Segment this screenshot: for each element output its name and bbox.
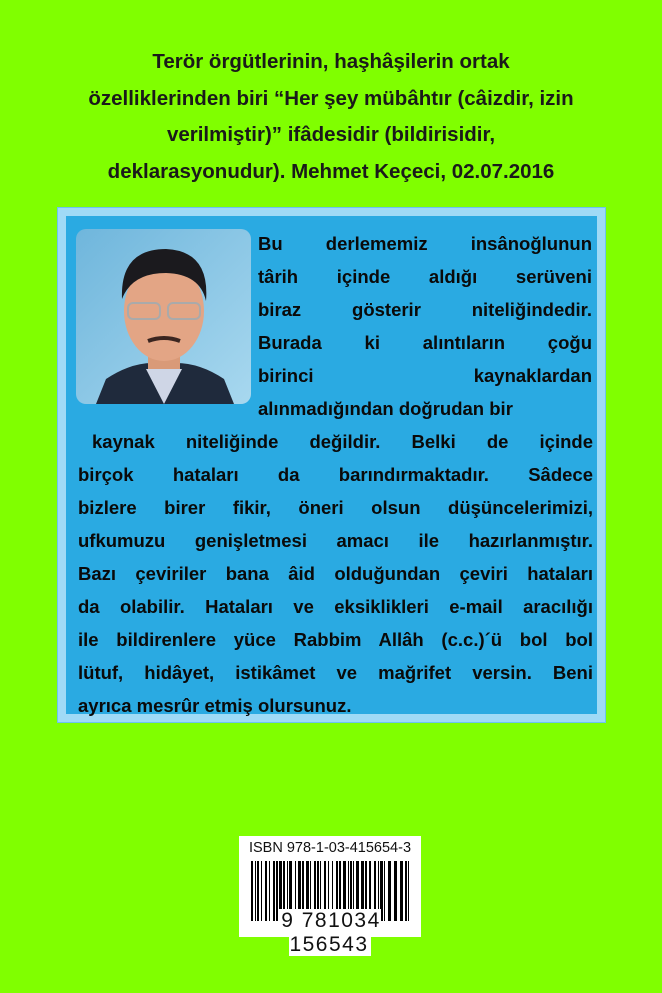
description-box (57, 207, 606, 723)
cover-quote (40, 44, 622, 190)
quote-line: özelliklerinden biri “Her şey mübâhtır (câizdir, izin (88, 86, 574, 110)
body-line: lütuf, hidâyet, istikâmet ve mağrifet versin. Beni (78, 662, 593, 683)
body-line: da olabilir. Hataları ve eksiklikleri e-mail aracılığı (78, 596, 593, 617)
body-line: bizlere birer fikir, öneri olsun düşüncelerimizi, (78, 497, 593, 518)
body-line: ayrıca mesrûr etmiş olursunuz. (78, 695, 352, 716)
body-line: Bazı çeviriler bana âid olduğundan çeviri hataları (78, 563, 593, 584)
body-line: târih içinde aldığı serüveni (258, 266, 592, 287)
isbn-label: ISBN 978-1-03-415654-3 (248, 840, 412, 856)
body-line: ufkumuzu genişletmesi amacı ile hazırlanmıştır. (78, 530, 593, 551)
body-line: birçok hataları da barındırmaktadır. Sâdece (78, 464, 593, 485)
isbn-digits-text: 9 781034 156543 (281, 909, 381, 956)
body-line: kaynak niteliğinde değildir. Belki de içinde (92, 431, 593, 452)
isbn-digits (245, 909, 415, 957)
body-line: Burada ki alıntıların çoğu (258, 332, 592, 353)
body-line: alınmadığından doğrudan bir (258, 398, 513, 419)
body-line: birinci kaynaklardan (258, 365, 592, 386)
quote-line: deklarasyonudur). Mehmet Keçeci, 02.07.2016 (107, 159, 555, 183)
quote-line: verilmiştir)” ifâdesidir (bildirisidir, (166, 123, 496, 146)
body-line: Bu derlememiz insânoğlunun (258, 233, 592, 254)
description-panel (66, 216, 597, 714)
quote-line: Terör örgütlerinin, haşhâşilerin ortak (152, 50, 510, 73)
body-line: biraz gösterir niteliğindedir. (258, 299, 592, 320)
body-line: ile bildirenlere yüce Rabbim Allâh (c.c.)´ü bol bol (78, 629, 593, 650)
author-photo (76, 229, 251, 404)
isbn-barcode (239, 836, 421, 956)
